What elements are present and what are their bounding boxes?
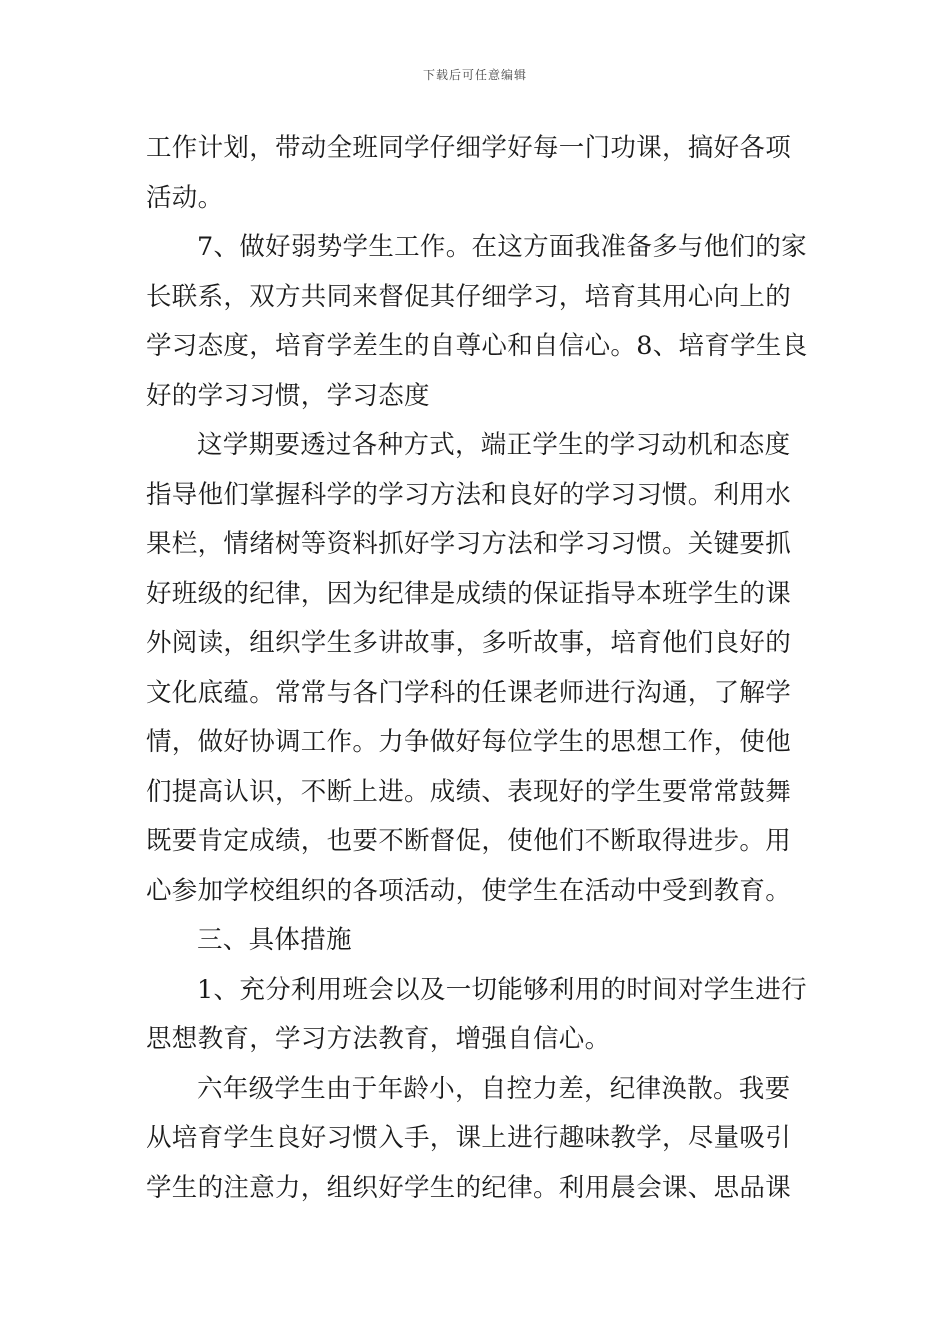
text-line: 长联系，双方共同来督促其仔细学习，培育其用心向上的 xyxy=(146,281,792,312)
text-line: 从培育学生良好习惯入手，课上进行趣味教学，尽量吸引 xyxy=(146,1123,792,1153)
text-line: 活动。 xyxy=(146,182,224,213)
text-line: 们提高认识，不断上进。成绩、表现好的学生要常常鼓舞 xyxy=(146,776,792,807)
text-line: 学习态度，培育学差生的自尊心和自信心。8、培育学生良 xyxy=(146,331,808,361)
text-line: 情，做好协调工作。力争做好每位学生的思想工作，使他 xyxy=(146,727,792,757)
document-body xyxy=(146,124,811,1213)
text-line: 这学期要透过各种方式，端正学生的学习动机和态度 xyxy=(197,430,791,460)
text-line: 工作计划，带动全班同学仔细学好每一门功课，搞好各项 xyxy=(146,133,792,163)
text-line: 好班级的纪律，因为纪律是成绩的保证指导本班学生的课 xyxy=(146,578,792,609)
text-line: 既要肯定成绩，也要不断督促，使他们不断取得进步。用 xyxy=(146,826,792,856)
text-line: 学生的注意力，组织好学生的纪律。利用晨会课、思品课 xyxy=(146,1172,792,1203)
section-heading: 三、具体措施 xyxy=(197,925,352,955)
text-line: 果栏，情绪树等资料抓好学习方法和学习习惯。关键要抓 xyxy=(146,529,792,559)
text-line: 外阅读，组织学生多讲故事，多听故事，培育他们良好的 xyxy=(146,628,792,658)
page-header-note: 下载后可任意编辑 xyxy=(422,68,527,82)
text-line: 六年级学生由于年龄小，自控力差，纪律涣散。我要 xyxy=(197,1073,791,1104)
text-line: 1、充分利用班会以及一切能够利用的时间对学生进行 xyxy=(197,974,807,1005)
text-line: 文化底蕴。常常与各门学科的任课老师进行沟通，了解学 xyxy=(146,677,792,708)
text-line: 指导他们掌握科学的学习方法和良好的学习习惯。利用水 xyxy=(146,479,792,510)
text-line: 好的学习习惯，学习态度 xyxy=(146,380,430,411)
text-line: 思想教育，学习方法教育，增强自信心。 xyxy=(146,1024,611,1054)
text-line: 7、做好弱势学生工作。在这方面我准备多与他们的家 xyxy=(197,232,807,262)
text-line: 心参加学校组织的各项活动，使学生在活动中受到教育。 xyxy=(146,875,792,906)
